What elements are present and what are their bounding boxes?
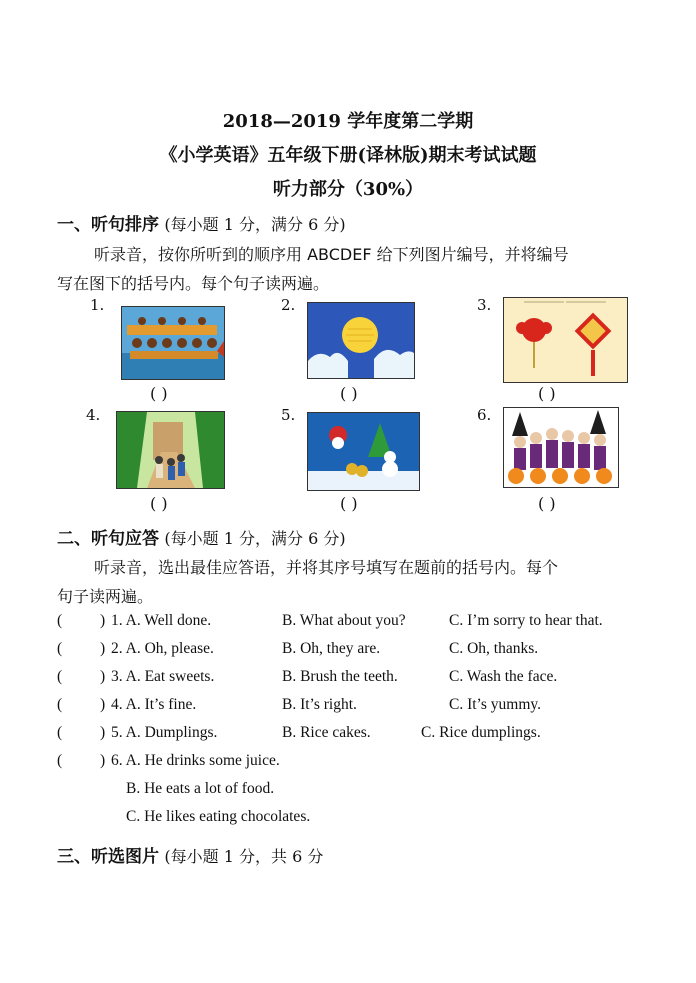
section2-instruction-line2: 句子读两遍。	[57, 587, 154, 606]
answer-paren-close: )	[100, 696, 106, 713]
answer-paren-open[interactable]: (	[57, 724, 63, 741]
section2-title: 二、听句应答	[57, 529, 159, 549]
answer-blank[interactable]: ( )	[150, 384, 168, 403]
section3-title: 三、听选图片	[57, 847, 159, 867]
question-option-b: B. Oh, they are.	[282, 640, 381, 657]
question-option-c: C. Rice dumplings.	[421, 724, 541, 741]
halloween-party-picture	[503, 407, 619, 488]
picture-number: 4.	[86, 406, 101, 424]
answer-paren-open[interactable]: (	[57, 640, 63, 657]
question-option-b: B. It’s right.	[282, 696, 357, 713]
question-option-a: 5. A. Dumplings.	[111, 724, 218, 741]
section3-heading	[57, 842, 323, 867]
section1-instruction-line2: 写在图下的括号内。每个句子读两遍。	[57, 274, 330, 293]
answer-paren-close: )	[100, 668, 106, 685]
question-option-a: 1. A. Well done.	[111, 612, 212, 629]
answer-blank[interactable]: ( )	[538, 384, 556, 403]
section2-instruction-line1: 听录音，选出最佳应答语，并将其序号填写在题前的括号内。每个	[94, 558, 559, 577]
listening-part-title: 听力部分（30%）	[272, 179, 424, 200]
picture-number: 3.	[477, 296, 492, 314]
answer-blank[interactable]: ( )	[150, 494, 168, 513]
answer-paren-close: )	[100, 640, 106, 657]
answer-paren-close: )	[100, 724, 106, 741]
exam-title: 《小学英语》五年级下册(译林版)期末考试试题	[159, 145, 537, 166]
question-option-b: B. He eats a lot of food.	[126, 780, 275, 797]
answer-blank[interactable]: ( )	[340, 494, 358, 513]
question-option-a: 4. A. It’s fine.	[111, 696, 197, 713]
section2-score: (每小题 1 分，满分 6 分)	[164, 529, 346, 548]
question-option-a: 6. A. He drinks some juice.	[111, 752, 280, 769]
people-walking-in-jungle-picture	[116, 411, 225, 489]
answer-paren-close: )	[100, 752, 106, 769]
answer-paren-open[interactable]: (	[57, 696, 63, 713]
exam-year-title: 2018—2019 学年度第二学期	[222, 111, 474, 132]
question-option-c: C. He likes eating chocolates.	[126, 808, 311, 825]
picture-number: 5.	[281, 406, 296, 424]
dragon-boat-race-picture	[121, 306, 225, 380]
chinese-knots-picture	[503, 297, 628, 383]
answer-paren-open[interactable]: (	[57, 668, 63, 685]
answer-paren-open[interactable]: (	[57, 612, 63, 629]
question-option-c: C. Wash the face.	[449, 668, 558, 685]
section1-instruction-line1: 听录音，按你所听到的顺序用 ABCDEF 给下列图片编号，并将编号	[94, 245, 569, 264]
answer-blank[interactable]: ( )	[538, 494, 556, 513]
christmas-picture	[307, 412, 420, 491]
question-option-c: C. I’m sorry to hear that.	[449, 612, 603, 629]
question-option-b: B. Brush the teeth.	[282, 668, 398, 685]
question-option-c: C. Oh, thanks.	[449, 640, 539, 657]
section1-title: 一、听句排序	[57, 215, 159, 235]
question-option-b: B. What about you?	[282, 612, 406, 629]
question-option-a: 2. A. Oh, please.	[111, 640, 214, 657]
section2-heading	[57, 524, 346, 549]
question-option-b: B. Rice cakes.	[282, 724, 371, 741]
question-option-c: C. It’s yummy.	[449, 696, 542, 713]
answer-paren-close: )	[100, 612, 106, 629]
section1-heading	[57, 210, 346, 235]
picture-number: 2.	[281, 296, 296, 314]
picture-number: 6.	[477, 406, 492, 424]
full-moon-night-picture	[307, 302, 415, 379]
section3-score: (每小题 1 分，共 6 分	[164, 847, 324, 866]
answer-blank[interactable]: ( )	[340, 384, 358, 403]
answer-paren-open[interactable]: (	[57, 752, 63, 769]
question-option-a: 3. A. Eat sweets.	[111, 668, 215, 685]
picture-number: 1.	[90, 296, 105, 314]
section1-score: (每小题 1 分，满分 6 分)	[164, 215, 346, 234]
